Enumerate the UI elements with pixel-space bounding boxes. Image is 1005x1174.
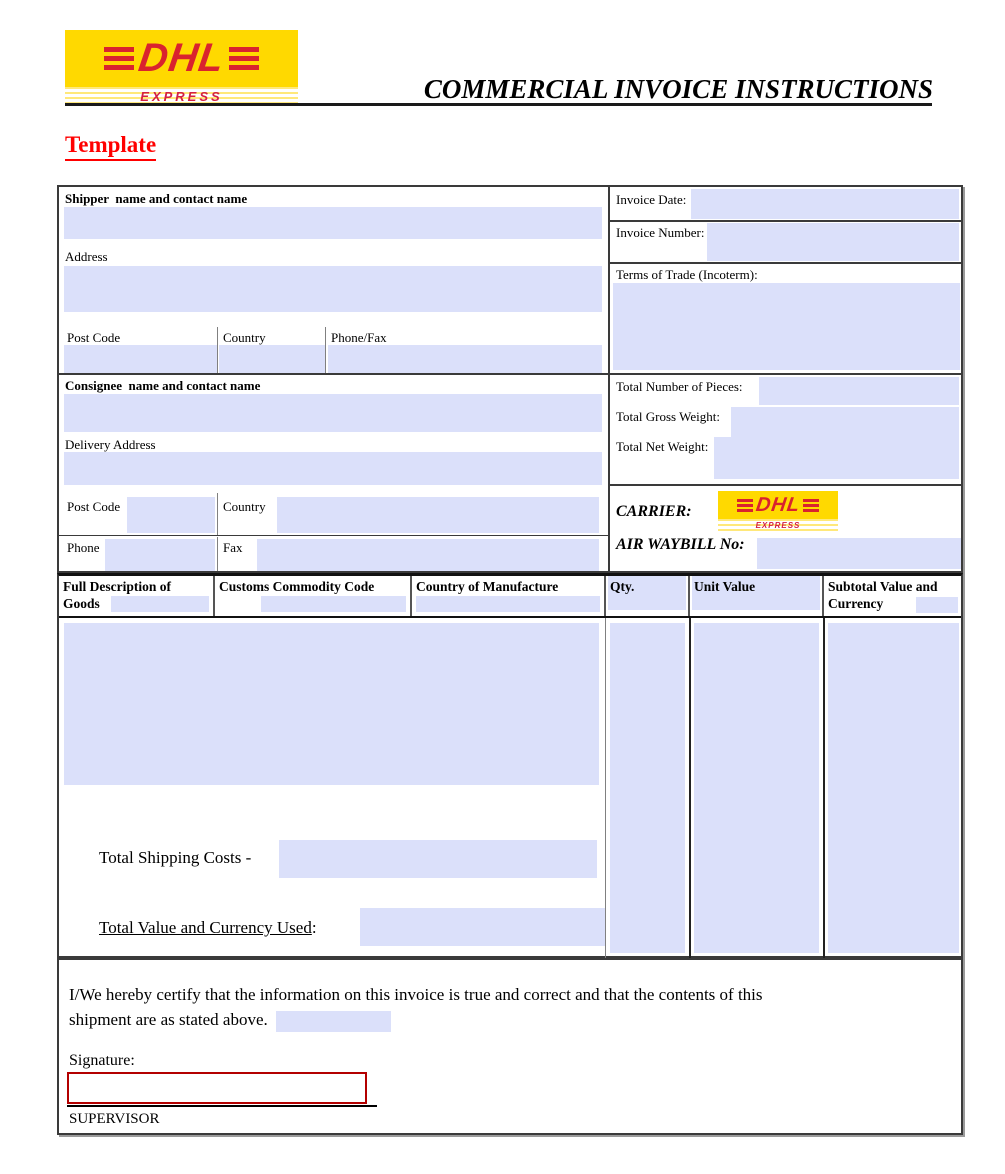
- template-heading: Template: [65, 132, 156, 161]
- shipper-phonefax-field[interactable]: [328, 345, 602, 373]
- invoice-number-label: Invoice Number:: [616, 225, 705, 240]
- certification-text: [69, 982, 929, 1032]
- divider: [608, 220, 961, 222]
- supervisor-label: SUPERVISOR: [69, 1111, 160, 1127]
- consignee-name-field[interactable]: [64, 394, 602, 432]
- column-header-unit-value: Unit Value: [690, 576, 824, 616]
- divider: [608, 484, 961, 486]
- signature-underline: [67, 1105, 377, 1107]
- divider: [325, 327, 326, 373]
- dhl-stripes-left-icon: [104, 47, 134, 70]
- dhl-stripes-left-icon: [737, 499, 753, 512]
- dhl-stripes-right-icon: [229, 47, 259, 70]
- consignee-fax-label: Fax: [223, 540, 243, 555]
- air-waybill-label: AIR WAYBILL No:: [616, 536, 745, 553]
- certification-panel: [57, 958, 963, 1135]
- total-shipping-costs-field[interactable]: [279, 840, 597, 878]
- consignee-phone-field[interactable]: [105, 539, 215, 571]
- goods-table: [57, 573, 963, 958]
- total-pieces-field[interactable]: [759, 377, 959, 405]
- express-wordmark: EXPRESS: [140, 89, 223, 104]
- shipper-postcode-field[interactable]: [64, 345, 217, 373]
- invoice-date-label: Invoice Date:: [616, 192, 687, 207]
- column-header-description: Full Description of Goods: [59, 576, 215, 616]
- terms-of-trade-label: Terms of Trade (Incoterm):: [616, 267, 758, 282]
- subtotal-column-field[interactable]: [828, 623, 959, 953]
- dhl-stripes-right-icon: [803, 499, 819, 512]
- description-header-field[interactable]: [111, 596, 209, 612]
- express-wordmark: EXPRESS: [755, 521, 801, 530]
- goods-description-field[interactable]: [64, 623, 599, 785]
- shipper-postcode-label: Post Code: [67, 330, 121, 345]
- divider: [217, 327, 218, 373]
- carrier-dhl-logo: [718, 491, 838, 532]
- certification-line1: I/We hereby certify that the information on this invoice is true and correct and that the contents of this: [69, 985, 763, 1004]
- shipper-phonefax-label: Phone/Fax: [331, 330, 387, 345]
- shipper-country-field[interactable]: [219, 345, 325, 373]
- consignee-postcode-field[interactable]: [127, 497, 215, 533]
- delivery-address-label: Delivery Address: [65, 437, 156, 452]
- air-waybill-field[interactable]: [757, 538, 961, 569]
- certification-field[interactable]: [276, 1011, 391, 1032]
- divider: [59, 373, 961, 375]
- column-header-qty: Qty.: [606, 576, 690, 616]
- consignee-postcode-label: Post Code: [67, 499, 121, 514]
- dhl-wordmark: DHL: [135, 36, 228, 80]
- shipper-section-label: Shipper name and contact name: [65, 191, 248, 206]
- gross-weight-label: Total Gross Weight:: [616, 409, 720, 424]
- terms-of-trade-field[interactable]: [613, 283, 960, 370]
- carrier-label: CARRIER:: [616, 503, 692, 520]
- dhl-logo: [65, 30, 298, 106]
- subtotal-header-field[interactable]: [916, 597, 958, 613]
- net-weight-label: Total Net Weight:: [616, 439, 709, 454]
- divider: [59, 535, 608, 536]
- column-header-subtotal: Subtotal Value and Currency: [824, 576, 961, 616]
- header-rule: [65, 103, 932, 106]
- consignee-country-field[interactable]: [277, 497, 599, 533]
- gross-weight-field[interactable]: [731, 407, 959, 437]
- goods-table-header: [59, 576, 961, 618]
- certification-line2: shipment are as stated above.: [69, 1010, 268, 1029]
- shipper-country-label: Country: [223, 330, 266, 345]
- column-header-country-of-manufacture: Country of Manufacture: [412, 576, 606, 616]
- shipper-name-field[interactable]: [64, 207, 602, 239]
- divider: [217, 537, 218, 571]
- divider: [217, 493, 218, 535]
- total-value-currency-label: Total Value and Currency Used: [99, 918, 312, 937]
- shipper-address-label: Address: [65, 249, 108, 264]
- country-of-manufacture-header-field[interactable]: [416, 596, 600, 612]
- signature-box[interactable]: [67, 1072, 367, 1104]
- carrier-dhl-banner: [718, 491, 838, 519]
- consignee-fax-field[interactable]: [257, 539, 599, 571]
- unit-value-column-field[interactable]: [694, 623, 819, 953]
- page-title: COMMERCIAL INVOICE INSTRUCTIONS: [423, 74, 933, 104]
- invoice-date-field[interactable]: [691, 189, 959, 219]
- column-divider: [608, 187, 610, 571]
- total-shipping-costs-label: Total Shipping Costs -: [99, 848, 252, 867]
- commodity-code-header-field[interactable]: [261, 596, 406, 612]
- total-pieces-label: Total Number of Pieces:: [616, 379, 743, 394]
- divider: [608, 262, 961, 264]
- consignee-section-label: Consignee name and contact name: [65, 378, 261, 393]
- carrier-express-band: [718, 519, 838, 532]
- divider: [689, 618, 691, 958]
- divider: [605, 618, 606, 958]
- total-value-colon: :: [311, 918, 317, 937]
- net-weight-field[interactable]: [714, 437, 959, 479]
- delivery-address-field[interactable]: [64, 452, 602, 485]
- dhl-wordmark: DHL: [754, 493, 802, 516]
- divider: [823, 618, 825, 958]
- goods-table-body: [59, 618, 961, 958]
- consignee-country-label: Country: [223, 499, 266, 514]
- invoice-number-field[interactable]: [707, 223, 959, 261]
- total-value-currency-field[interactable]: [360, 908, 605, 946]
- shipper-address-field[interactable]: [64, 266, 602, 312]
- signature-label: Signature:: [69, 1052, 135, 1069]
- qty-column-field[interactable]: [610, 623, 685, 953]
- consignee-phone-label: Phone: [67, 540, 100, 555]
- dhl-logo-banner: [65, 30, 298, 87]
- column-header-commodity-code: Customs Commodity Code: [215, 576, 412, 616]
